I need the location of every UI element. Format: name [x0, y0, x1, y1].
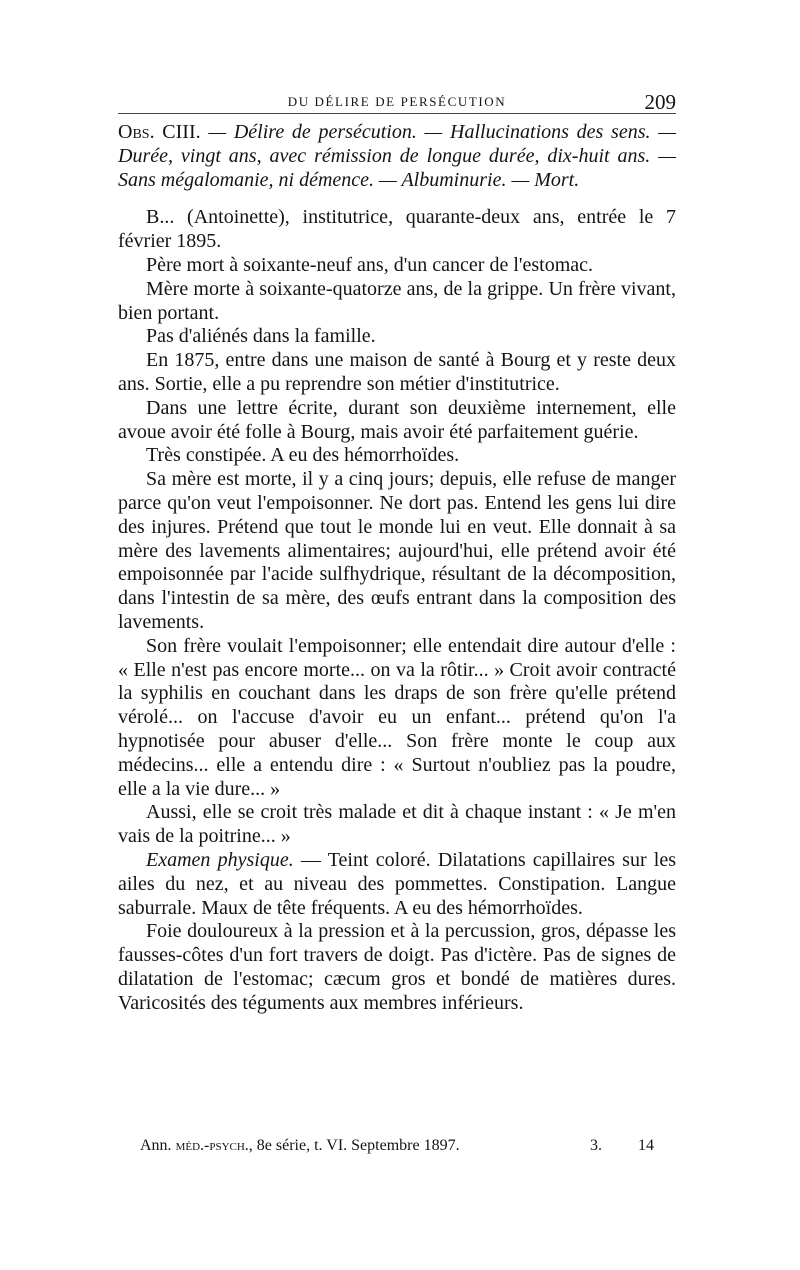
journal-abbrev: méd.-psych. [175, 1137, 249, 1154]
page-number: 209 [644, 90, 676, 114]
paragraph: Son frère voulait l'empoisonner; elle entendait dire autour d'elle : « Elle n'est pas encore morte... on va la rôtir... » Croit avoir contracté la syphilis en couchant dans les draps de son frère qu'elle prétend vérolé... on l'accuse d'avoir eu un enfant... prétend qu'on l'a hypnotisée pour abuser d'elle... Son frère monte le coup aux médecins... elle a entendu dire : « Surtout n'oubliez pas la poudre, elle a la vie dure... » [118, 634, 676, 800]
header-rule [118, 113, 676, 114]
article-body [118, 121, 676, 1015]
exam-text: — Teint coloré. Dilatations capillaires sur les ailes du nez, et au niveau des pommettes. Constipation. Langue saburrale. Maux de tête fréquents. A eu des hémorrhoïdes. [118, 848, 676, 919]
paragraph: Père mort à soixante-neuf ans, d'un cancer de l'estomac. [146, 253, 594, 276]
paragraph: B... (Antoinette), institutrice, quarante-deux ans, entrée le 7 février 1895. [118, 206, 676, 253]
exam-paragraph [118, 849, 676, 920]
paragraph: Foie douloureux à la pression et à la percussion, gros, dépasse les fausses-côtes d'un fort travers de doigt. Pas d'ictère. Pas de signes de dilatation de l'estomac; cæcum gros et bondé de matières dures. Varicosités des téguments aux membres inférieurs. [118, 920, 676, 1014]
page-footer [118, 1137, 676, 1161]
signature-mark: 3. [590, 1137, 602, 1154]
signature-number: 14 [638, 1137, 654, 1154]
running-title: DU DÉLIRE DE PERSÉCUTION [287, 94, 507, 109]
paragraph: Pas d'aliénés dans la famille. [146, 325, 376, 348]
exam-heading: Examen physique. [146, 848, 294, 871]
paragraph: Sa mère est morte, il y a cinq jours; depuis, elle refuse de manger parce qu'on veut l'empoisonner. Ne dort pas. Entend les gens lui dire des injures. Prétend que tout le monde lui en veut. Elle donnait à sa mère des lavements alimentaires; aujourd'hui, elle prétend avoir été empoisonnée par l'acide sulfhydrique, résultant de la décomposition, dans l'intestin de sa mère, des œufs entrant dans la composition des lavements. [118, 468, 676, 633]
paragraph: Dans une lettre écrite, durant son deuxième internement, elle avoue avoir été folle à Bourg, mais avoir été parfaitement guérie. [118, 396, 676, 443]
case-label: Obs. CIII. [118, 121, 201, 143]
paragraph: Très constipée. A eu des hémorrhoïdes. [146, 444, 460, 467]
paragraph: Aussi, elle se croit très malade et dit à chaque instant : « Je m'en vais de la poitrine... » [118, 801, 676, 848]
paragraph: En 1875, entre dans une maison de santé à Bourg et y reste deux ans. Sortie, elle a pu reprendre son métier d'institutrice. [118, 349, 676, 395]
journal-citation [140, 1137, 460, 1155]
journal-prefix: Ann. [140, 1137, 172, 1154]
paragraph: Mère morte à soixante-quatorze ans, de la grippe. Un frère vivant, bien portant. [118, 277, 676, 324]
journal-rest: , 8e série, t. VI. Septembre 1897. [248, 1137, 460, 1154]
page-header [118, 91, 676, 113]
case-title: — Délire de persécution. — Hallucinations des sens. — Durée, vingt ans, avec rémission de longue durée, dix-huit ans. — Sans mégalomanie, ni démence. — Albuminurie. — Mort. [118, 121, 677, 191]
case-heading [118, 121, 676, 192]
